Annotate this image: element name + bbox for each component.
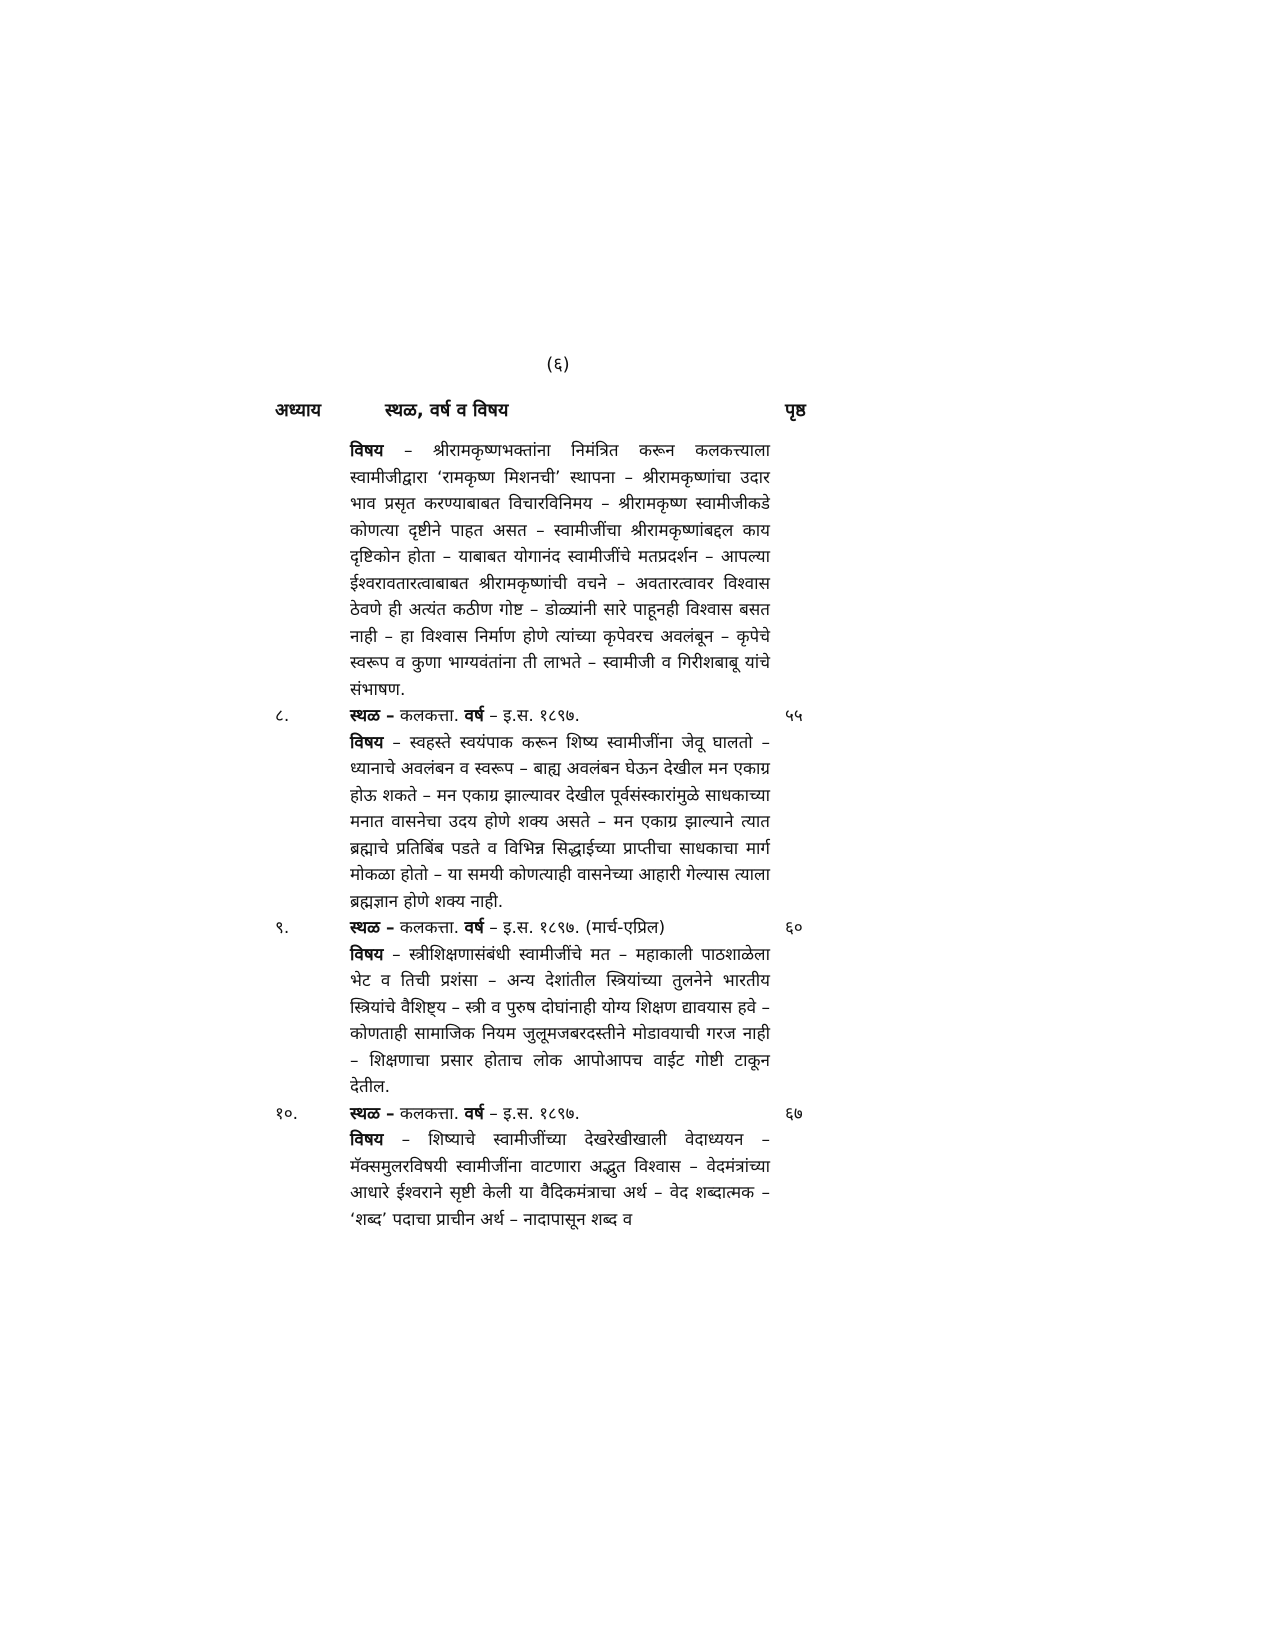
table-header [275,398,815,428]
topic-text: – स्वहस्ते स्वयंपाक करून शिष्य स्वामीजींना जेवू घालतो – ध्यानाचे अवलंबन व स्वरूप – बाह्य अवलंबन घेऊन देखील मन एकाग्र होऊ शकते – मन एकाग्र झाल्यावर देखील पूर्वसंस्कारांमुळे साधकाच्या मनात वासनेचा उदय होणे शक्य असते – मन एकाग्र झाल्याने त्यात ब्रह्माचे प्रतिबिंब पडते व विभिन्न सिद्धाईच्या प्राप्तीचा साधकाचा मार्ग मोकळा होतो – या समयी कोणत्याही वासनेच्या आहारी गेल्यास त्याला ब्रह्मज्ञान होणे शक्य नाही. [350,732,770,912]
place-value: कलकत्ता. [399,1103,460,1124]
topic-label: विषय [350,944,384,965]
place-label: स्थळ – [350,1103,395,1124]
year-value: – इ.स. १८९७. (मार्च-एप्रिल) [489,918,666,938]
place-year-line [350,1101,770,1128]
page-reference: ५५ [785,706,803,726]
entry-topic [350,1127,770,1233]
page-reference: ६० [785,918,803,938]
entry-body [350,1101,770,1234]
entry-body [350,438,770,703]
year-value: – इ.स. १८९७. [489,706,580,726]
topic-label: विषय [350,1130,384,1150]
year-label: वर्ष [464,706,484,726]
place-value: कलकत्ता. [399,918,460,938]
chapter-number: ८. [275,706,290,726]
topic-text: – स्त्रीशिक्षणासंबंधी स्वामीजींचे मत – महाकाली पाठशाळेला भेट व तिची प्रशंसा – अन्य देशांतील स्त्रियांच्या तुलनेने भारतीय स्त्रियांचे वैशिष्ट्य – स्त्री व पुरुष दोघांनाही योग्य शिक्षण द्यावयास हवे – कोणताही सामाजिक नियम जुलूमजबरदस्तीने मोडावयाची गरज नाही – शिक्षणाचा प्रसार होताच लोक आपोआपच वाईट गोष्टी टाकून देतील. [350,944,770,1097]
chapter-number: १०. [275,1103,299,1124]
toc-entry-continued [275,438,835,703]
chapter-number: ९. [275,918,290,938]
topic-label: विषय [350,441,384,461]
page-number: (६) [546,354,570,375]
year-label: वर्ष [464,1103,484,1124]
entry-topic [350,730,770,916]
topic-text: – शिष्याचे स्वामीजींच्या देखरेखीखाली वेदाध्ययन – मॅक्समुलरविषयी स्वामीजींना वाटणारा अद्भुत विश्वास – वेदमंत्रांच्या आधारे ईश्वराने सृष्टी केली या वैदिकमंत्राचा अर्थ – वेद शब्दात्मक – ‘शब्द’ पदाचा प्राचीन अर्थ – नादापासून शब्द व [350,1130,770,1230]
header-chapter: अध्याय [275,400,322,421]
place-label: स्थळ – [350,706,395,726]
header-page: पृष्ठ [785,400,806,421]
toc-entry-10 [275,1101,835,1234]
table-of-contents [275,438,835,1233]
entry-body [350,915,770,1101]
header-topic: स्थळ, वर्ष व विषय [385,400,509,421]
topic-text: – श्रीरामकृष्णभक्तांना निमंत्रित करून कलकत्त्याला स्वामीजीद्वारा ‘रामकृष्ण मिशनची’ स्थापना – श्रीरामकृष्णांचा उदार भाव प्रसृत करण्याबाबत विचारविनिमय – श्रीरामकृष्ण स्वामीजीकडे कोणत्या दृष्टीने पाहत असत – स्वामीजींचा श्रीरामकृष्णांबद्दल काय दृष्टिकोन होता – याबाबत योगानंद स्वामीजींचे मतप्रदर्शन – आपल्या ईश्वरावतारत्वाबाबत श्रीरामकृष्णांची वचने – अवतारत्वावर विश्वास ठेवणे ही अत्यंत कठीण गोष्ट – डोळ्यांनी सारे पाहूनही विश्वास बसत नाही – हा विश्वास निर्माण होणे त्यांच्या कृपेवरच अवलंबून – कृपेचे स्वरूप व कुणा भाग्यवंतांना ती लाभते – स्वामीजी व गिरीशबाबू यांचे संभाषण. [350,441,770,700]
place-year-line [350,915,770,942]
place-value: कलकत्ता. [399,706,460,726]
place-label: स्थळ – [350,918,395,938]
entry-body [350,703,770,915]
topic-label: विषय [350,732,384,753]
toc-entry-8 [275,703,835,915]
place-year-line [350,703,770,730]
year-value: – इ.स. १८९७. [489,1103,580,1124]
year-label: वर्ष [464,918,484,938]
toc-entry-9 [275,915,835,1101]
entry-topic [350,942,770,1101]
entry-topic [350,438,770,703]
page-reference: ६७ [785,1103,803,1124]
